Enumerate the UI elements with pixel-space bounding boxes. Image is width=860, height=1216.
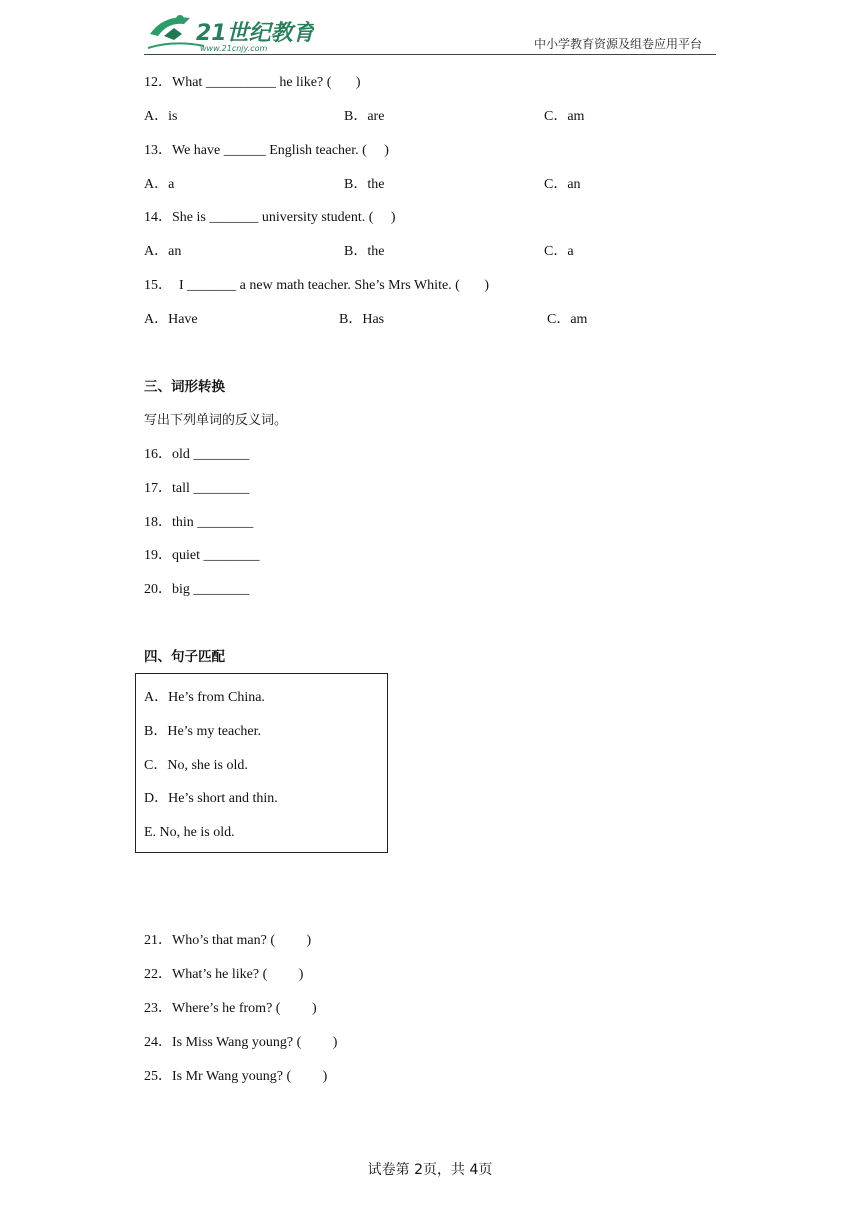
question-21: 21．Who’s that man? ( ) <box>144 933 312 948</box>
question-14: 14．She is _______ university student. ( ) <box>144 210 396 225</box>
question-17: 17．tall ________ <box>144 481 250 496</box>
option-13b[interactable]: B．the <box>344 177 385 192</box>
question-25: 25．Is Mr Wang young? ( ) <box>144 1069 328 1084</box>
match-option-c: C．No, she is old. <box>144 758 248 773</box>
section-4-title: 四、句子匹配 <box>144 649 225 665</box>
question-22: 22．What’s he like? ( ) <box>144 967 304 982</box>
question-19: 19．quiet ________ <box>144 548 260 563</box>
runner-logo-icon <box>144 10 314 54</box>
question-20: 20．big ________ <box>144 582 250 597</box>
option-12a[interactable]: A．is <box>144 109 178 124</box>
section-3-instruction: 写出下列单词的反义词。 <box>144 413 288 428</box>
logo <box>144 10 314 54</box>
svg-text:21世纪教育: 21世纪教育 <box>196 21 314 46</box>
svg-text:www.21cnjy.com: www.21cnjy.com <box>200 44 268 53</box>
question-12: 12．What __________ he like? ( ) <box>144 75 361 90</box>
question-18: 18．thin ________ <box>144 515 254 530</box>
option-15a[interactable]: A．Have <box>144 312 198 327</box>
option-13a[interactable]: A．a <box>144 177 175 192</box>
option-14c[interactable]: C．a <box>544 244 574 259</box>
match-option-b: B．He’s my teacher. <box>144 724 262 739</box>
option-14b[interactable]: B．the <box>344 244 385 259</box>
match-option-d: D．He’s short and thin. <box>144 791 278 806</box>
platform-title: 中小学教育资源及组卷应用平台 <box>533 37 702 51</box>
question-24: 24．Is Miss Wang young? ( ) <box>144 1035 338 1050</box>
match-option-a: A．He’s from China. <box>144 690 265 705</box>
question-23: 23．Where’s he from? ( ) <box>144 1001 317 1016</box>
option-12b[interactable]: B．are <box>344 109 385 124</box>
question-16: 16．old ________ <box>144 447 250 462</box>
option-14a[interactable]: A．an <box>144 244 182 259</box>
header-divider <box>144 54 716 55</box>
section-3-title: 三、词形转换 <box>144 379 225 395</box>
option-15b[interactable]: B．Has <box>339 312 385 327</box>
option-13c[interactable]: C．an <box>544 177 581 192</box>
question-15: 15． I _______ a new math teacher. She’s Mrs White. ( ) <box>144 278 490 293</box>
question-13: 13．We have ______ English teacher. ( ) <box>144 143 389 158</box>
page-footer: 试卷第 2页，共 4页 <box>367 1162 493 1178</box>
match-option-e: E. No, he is old. <box>144 825 235 840</box>
option-12c[interactable]: C．am <box>544 109 585 124</box>
option-15c[interactable]: C．am <box>547 312 588 327</box>
